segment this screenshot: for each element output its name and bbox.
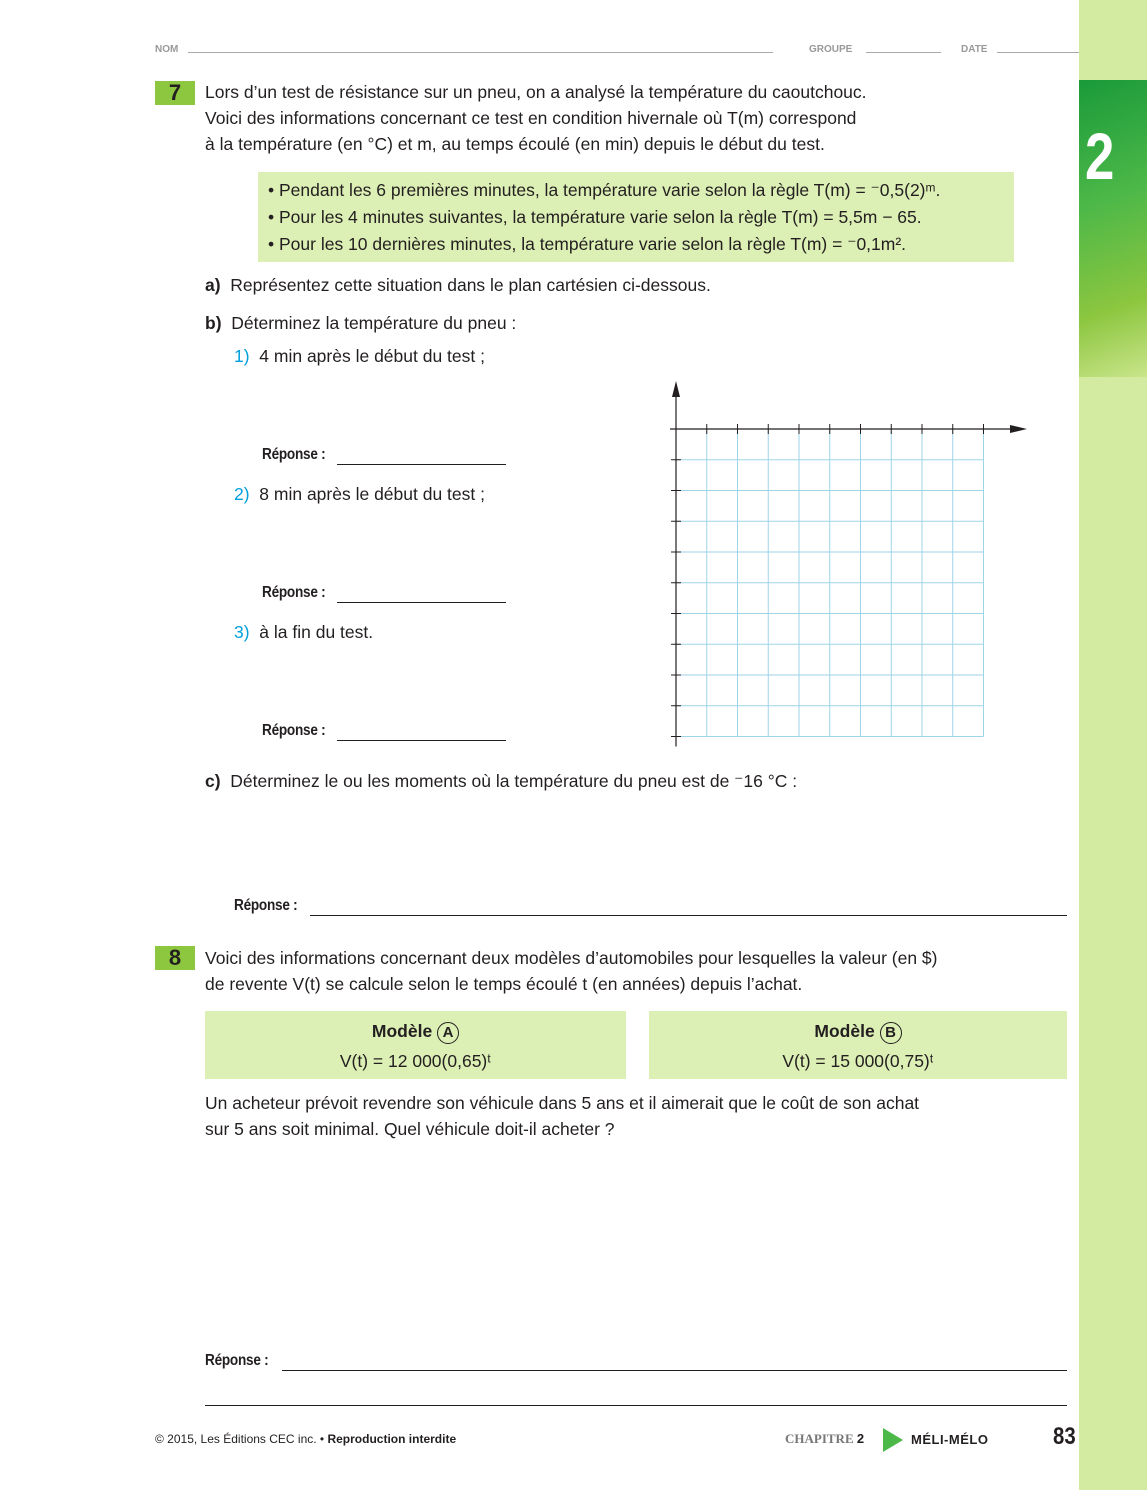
question-number: 8 [155, 946, 195, 970]
model-formula: V(t) = 12 000(0,65)ᵗ [339, 1051, 492, 1071]
question-line: Un acheteur prévoit revendre son véhicule dans 5 ans et il aimerait que le coût de son achat [205, 1093, 920, 1113]
page-number: 83 [1053, 1423, 1076, 1450]
reproduction-notice: Reproduction interdite [327, 1432, 457, 1446]
part-b-text: Déterminez la température du pneu : [231, 313, 517, 333]
answer-label: Réponse : [262, 722, 326, 739]
copyright [155, 1432, 456, 1446]
chapitre-text: CHAPITRE [785, 1431, 854, 1446]
q8-question [205, 1090, 919, 1142]
question-line: sur 5 ans soit minimal. Quel véhicule doit-il acheter ? [205, 1119, 615, 1139]
answer-label: Réponse : [234, 897, 298, 914]
part-label: b) [205, 313, 222, 333]
intro-line: Voici des informations concernant ce test en condition hivernale où T(m) correspond [205, 108, 857, 128]
model-letter: A [437, 1022, 459, 1044]
model-title: Modèle [371, 1021, 433, 1041]
model-formula: V(t) = 15 000(0,75)ᵗ [782, 1051, 934, 1071]
q8-intro [205, 945, 938, 997]
model-title: Modèle [814, 1021, 875, 1041]
model-letter: B [880, 1022, 902, 1044]
sub-text: à la fin du test. [259, 622, 374, 642]
answer-label: Réponse : [262, 446, 326, 463]
chapitre-number: 2 [856, 1431, 865, 1446]
groupe-label: GROUPE [809, 44, 853, 55]
answer-field[interactable] [337, 464, 506, 465]
part-label: a) [205, 275, 221, 295]
nom-field[interactable] [188, 52, 773, 53]
rule: Pour les 4 minutes suivantes, la température varie selon la règle T(m) = 5,5m − 65. [279, 207, 922, 227]
answer-field[interactable] [282, 1370, 1067, 1371]
model-b-box [649, 1011, 1067, 1079]
part-a-text: Représentez cette situation dans le plan cartésien ci-dessous. [230, 275, 711, 295]
chapter-tab-number: 2 [1085, 119, 1115, 193]
answer-field[interactable] [310, 915, 1067, 916]
date-label: DATE [961, 44, 988, 55]
cartesian-plane[interactable] [660, 375, 1040, 755]
nom-label: NOM [155, 44, 179, 55]
part-label: c) [205, 771, 221, 791]
answer-label: Réponse : [205, 1352, 269, 1369]
groupe-field[interactable] [866, 52, 941, 53]
rule: Pour les 10 dernières minutes, la température varie selon la règle T(m) = ⁻0,1m². [279, 234, 907, 254]
x-axis-arrow-icon [1010, 425, 1027, 433]
copyright-text: © 2015, Les Éditions CEC inc. • [155, 1432, 325, 1446]
y-axis-arrow-icon [672, 381, 680, 397]
chapter-tab [1079, 80, 1147, 377]
rules-list: • Pendant les 6 premières minutes, la température varie selon la règle T(m) = ⁻0,5(2)ᵐ. • Pour les 4 minutes suivantes, la température varie selon la règle T(m) = 5,5m − 65. • Pour les 10 dernières minutes, la température varie selon la règle T(m) = ⁻0,1m². [268, 180, 941, 254]
answer-field[interactable] [337, 602, 506, 603]
part-c-text: Déterminez le ou les moments où la température du pneu est de ⁻16 °C : [230, 771, 798, 791]
intro-line: à la température (en °C) et m, au temps écoulé (en min) depuis le début du test. [205, 134, 825, 154]
intro-line: Lors d’un test de résistance sur un pneu, on a analysé la température du caoutchouc. [205, 82, 867, 102]
arrow-icon [883, 1428, 903, 1452]
sub-text: 4 min après le début du test ; [259, 346, 485, 366]
rule: Pendant les 6 premières minutes, la température varie selon la règle T(m) = ⁻0,5(2)ᵐ. [279, 180, 941, 200]
answer-label: Réponse : [262, 584, 326, 601]
intro-line: Voici des informations concernant deux modèles d’automobiles pour lesquelles la valeur (en $) [205, 948, 938, 968]
sub-text: 8 min après le début du test ; [259, 484, 485, 504]
sub-label: 1) [234, 346, 250, 366]
question-number: 7 [155, 81, 195, 105]
model-a-box [205, 1011, 626, 1079]
intro-line: de revente V(t) se calcule selon le temps écoulé t (en années) depuis l’achat. [205, 974, 803, 994]
chapter-label [785, 1431, 864, 1447]
answer-field[interactable] [337, 740, 506, 741]
section-title: MÉLI-MÉLO [911, 1432, 989, 1447]
date-field[interactable] [997, 52, 1079, 53]
sub-label: 2) [234, 484, 250, 504]
answer-field-2[interactable] [205, 1405, 1067, 1406]
q7-intro [205, 79, 867, 157]
sub-label: 3) [234, 622, 250, 642]
